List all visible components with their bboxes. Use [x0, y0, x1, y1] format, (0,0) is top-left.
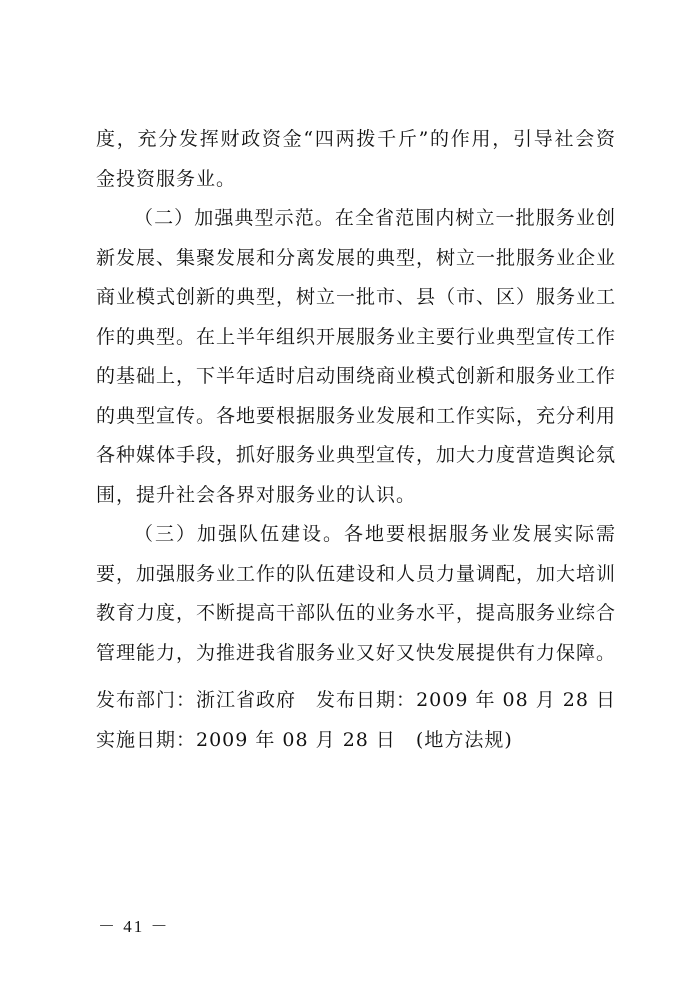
document-body: [96, 120, 637, 760]
page-number: － 41 －: [98, 917, 170, 936]
paragraph-team-building: （三）加强队伍建设。各地要根据服务业发展实际需要，加强服务业工作的队伍建设和人员力量调配，加大培训教育力度，不断提高干部队伍的业务水平，提高服务业综合管理能力，为推进我省服务业又好又快发展提供有力保障。: [96, 523, 617, 664]
publication-metadata: 发布部门：浙江省政府 发布日期：2009 年 08 月 28 日 实施日期：2009 年 08 月 28 日 (地方法规): [96, 689, 637, 751]
paragraph-continuation: 度，充分发挥财政资金“四两拨千斤”的作用，引导社会资金投资服务业。: [96, 128, 616, 190]
paragraph-typical-demonstration: （二）加强典型示范。在全省范围内树立一批服务业创新发展、集聚发展和分离发展的典型，树立一批服务业企业商业模式创新的典型，树立一批市、县（市、区）服务业工作的典型。在上半年组织开展服务业主要行业典型宣传工作的基础上，下半年适时启动围绕商业模式创新和服务业工作的典型宣传。各地要根据服务业发展和工作实际，充分利用各种媒体手段，抓好服务业典型宣传，加大力度营造舆论氛围，提升社会各界对服务业的认识。: [96, 207, 617, 506]
